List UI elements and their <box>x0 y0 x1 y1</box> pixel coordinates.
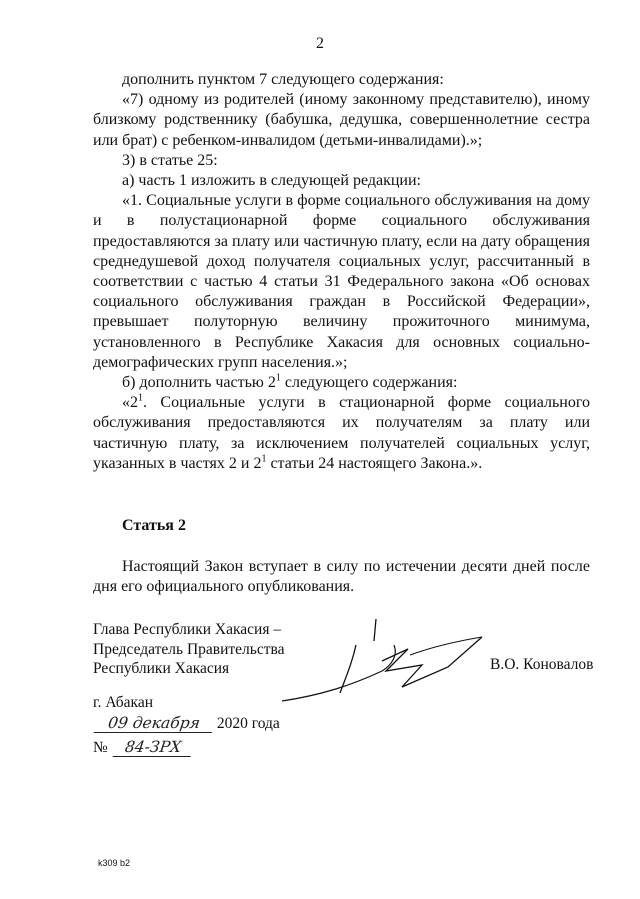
paragraph-part-2-1-text <box>93 393 590 474</box>
superscript: 1 <box>138 392 143 404</box>
place-of-signing: г. Абакан <box>93 694 154 711</box>
footer-code: k309 b2 <box>98 858 131 868</box>
signatory-name: В.О. Коновалов <box>490 656 594 673</box>
paragraph-article-25: 3) в статье 25: <box>122 151 218 169</box>
signing-date <box>93 714 280 733</box>
article-heading: Статья 2 <box>122 517 186 535</box>
text-fragment: . Социальные услуги в стационарной форме социального обслуживания предоставляются их получателям за плату или частичную плату, за исключением получателей социальных услуг, указанных в частях 2 и 2 <box>93 394 590 472</box>
signatory-title <box>93 620 285 679</box>
number-prefix: № <box>93 739 108 756</box>
text-fragment: статьи 24 настоящего Закона.». <box>266 454 483 472</box>
date-year: 2020 года <box>216 715 280 732</box>
text-fragment: следующего содержания: <box>280 374 458 392</box>
law-text-body <box>93 70 590 598</box>
law-number <box>93 738 192 757</box>
superscript: 1 <box>275 372 281 384</box>
handwritten-date: 09 декабря <box>94 714 215 733</box>
paragraph-part-1-intro: а) часть 1 изложить в следующей редакции: <box>122 172 421 190</box>
page-number: 2 <box>316 35 324 52</box>
text-fragment: «2 <box>122 394 138 412</box>
article-text: Настоящий Закон вступает в силу по истечении десяти дней после дня его официального опубликования. <box>93 558 590 596</box>
signatory-line: Глава Республики Хакасия – <box>93 621 282 638</box>
handwritten-number: 84-ЗРХ <box>112 738 193 757</box>
handwritten-signature <box>282 615 492 715</box>
paragraph-part-1-text: «1. Социальные услуги в форме социального обслуживания на дому и в полустационарной форме социального обслуживания предоставляются за плату или частичную плату, если на дату обращения среднедушевой доход получателя социальных услуг, рассчитанный в соответствии с частью 4 статьи 31 Федерального закона «Об основах социального обслуживания граждан в Российской Федерации», превышает полуторную величину прожиточного минимума, установленного в Республике Хакасия для основных социально-демографических групп населения.»; <box>93 192 590 371</box>
text-fragment: б) дополнить частью 2 <box>122 374 276 392</box>
signatory-line: Республики Хакасия <box>93 660 230 677</box>
paragraph-point-7: «7) одному из родителей (иному законному представителю), иному близкому родственнику (бабушка, дедушка, совершеннолетние сестра или брат) с ребенком-инвалидом (детьми-инвалидами).»; <box>93 91 590 149</box>
superscript: 1 <box>261 453 267 465</box>
signatory-line: Председатель Правительства <box>93 640 285 658</box>
paragraph-part-2-1-intro <box>93 373 590 393</box>
paragraph-amend-intro: дополнить пунктом 7 следующего содержания: <box>122 71 444 88</box>
